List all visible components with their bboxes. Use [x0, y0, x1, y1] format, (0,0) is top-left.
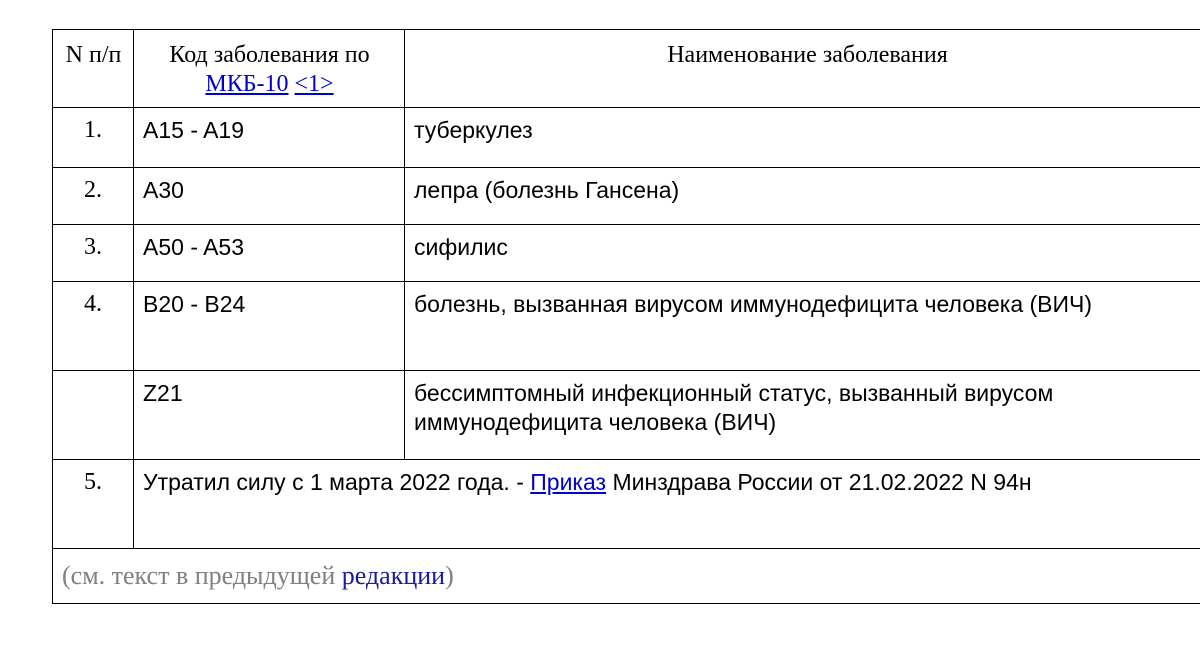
row-name: болезнь, вызванная вирусом иммунодефицита человека (ВИЧ): [405, 282, 1200, 371]
row-num: [53, 371, 134, 460]
row-code: B20 - B24: [134, 282, 405, 371]
row-code: A15 - A19: [134, 108, 405, 168]
footer-text-after: ): [445, 561, 454, 590]
footer-text-before: (см. текст в предыдущей: [62, 561, 342, 590]
row-name: сифилис: [405, 225, 1200, 282]
repealed-text: [134, 460, 1200, 549]
row-code: A30: [134, 168, 405, 225]
header-num-label: N п/п: [65, 42, 122, 68]
row-name: бессимптомный инфекционный статус, вызванный вирусом иммунодефицита человека (ВИЧ): [405, 371, 1200, 460]
icd10-link[interactable]: МКБ-10: [205, 71, 289, 97]
header-code: [134, 30, 405, 108]
header-num: [53, 30, 134, 108]
row-name: туберкулез: [405, 108, 1200, 168]
row-code: Z21: [134, 371, 405, 460]
table-header-row: [53, 30, 1200, 108]
row-num: 5.: [53, 460, 134, 549]
table-row: [53, 225, 1200, 282]
repealed-text-before: Утратил силу с 1 марта 2022 года. -: [143, 469, 531, 495]
previous-edition-link[interactable]: редакции: [341, 561, 446, 590]
row-num: 2.: [53, 168, 134, 225]
row-num: 3.: [53, 225, 134, 282]
row-num: 1.: [53, 108, 134, 168]
row-code: A50 - A53: [134, 225, 405, 282]
footer-row: [53, 549, 1200, 604]
table-row: [53, 371, 1200, 460]
row-name: лепра (болезнь Гансена): [405, 168, 1200, 225]
previous-edition-note: [53, 549, 1200, 604]
header-name-label: Наименование заболевания: [667, 42, 948, 68]
table-row: [53, 282, 1200, 371]
footnote-1-link[interactable]: <1>: [294, 71, 334, 97]
table-row: [53, 168, 1200, 225]
order-link[interactable]: Приказ: [530, 469, 607, 495]
row-num: 4.: [53, 282, 134, 371]
repealed-text-after: Минздрава России от 21.02.2022 N 94н: [606, 469, 1032, 495]
header-code-label: Код заболевания по: [169, 42, 370, 68]
table-row: [53, 108, 1200, 168]
disease-table: [52, 29, 1200, 604]
repealed-row: [53, 460, 1200, 549]
header-name: [405, 30, 1200, 108]
